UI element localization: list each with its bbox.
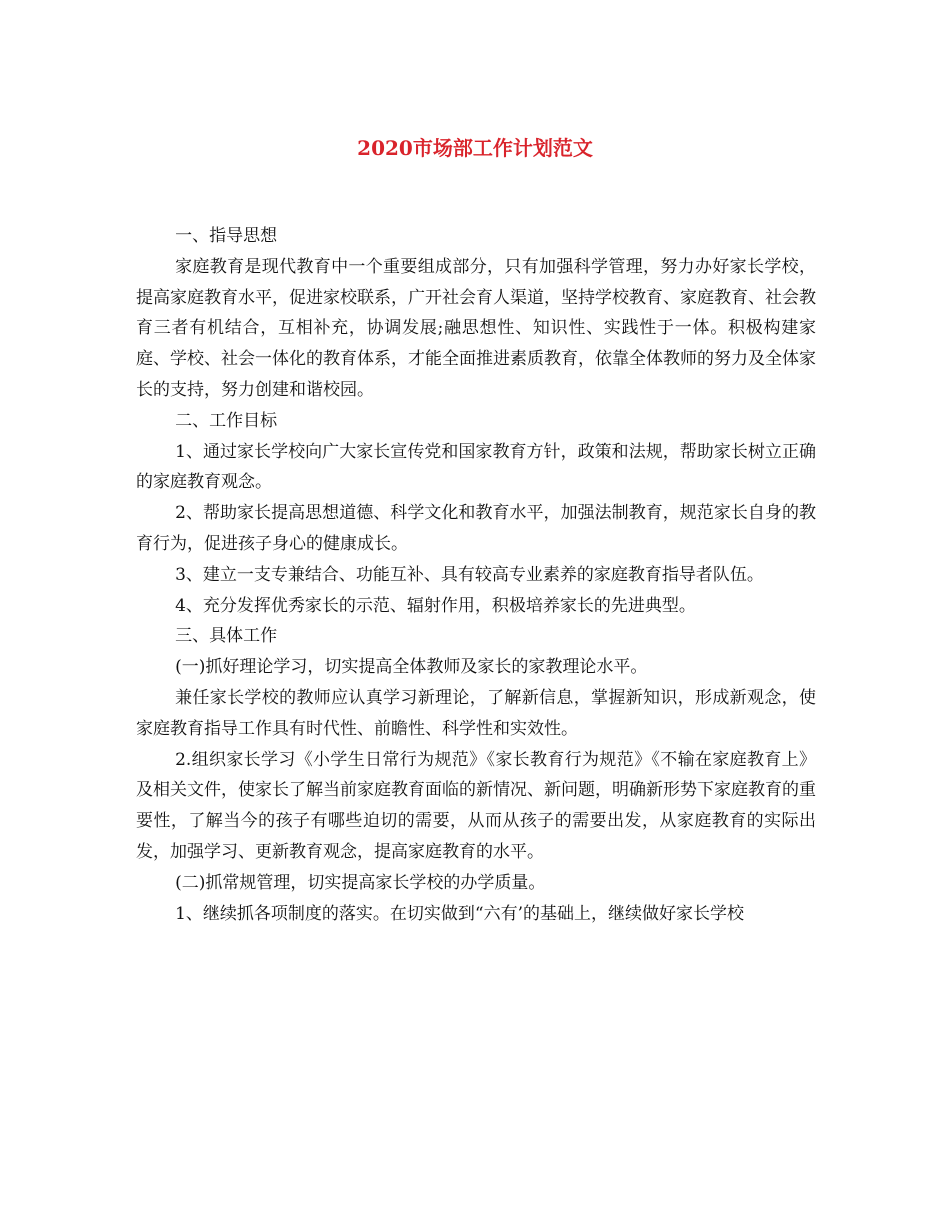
paragraph-guiding-ideology: 家庭教育是现代教育中一个重要组成部分，只有加强科学管理，努力办好家长学校，提高家庭教育水平，促进家校联系，广开社会育人渠道，坚持学校教育、家庭教育、社会教育三者有机结合，互相补充，协调发展;融思想性、知识性、实践性于一体。积极构建家庭、学校、社会一体化的教育体系，才能全面推进素质教育，依靠全体教师的努力及全体家长的支持，努力创建和谐校园。 bbox=[136, 256, 816, 400]
paragraph-teacher-study: 兼任家长学校的教师应认真学习新理论，了解新信息，掌握新知识，形成新观念，使家庭教育指导工作具有时代性、前瞻性、科学性和实效性。 bbox=[136, 687, 816, 739]
subheading-theory-study: (一)抓好理论学习，切实提高全体教师及家长的家教理论水平。 bbox=[175, 657, 648, 678]
goal-item-2: 2、帮助家长提高思想道德、科学文化和教育水平，加强法制教育，规范家长自身的教育行为，促进孩子身心的健康成长。 bbox=[136, 503, 816, 554]
paragraph-parent-study: 2.组织家长学习《小学生日常行为规范》《家长教育行为规范》《不输在家庭教育上》及相关文件，使家长了解当前家庭教育面临的新情况、新问题，明确新形势下家庭教育的重要性，了解当今的孩子有哪些迫切的需要，从而从孩子的需要出发，从家庭教育的实际出发，加强学习、更新教育观念，提高家庭教育的水平。 bbox=[136, 749, 816, 862]
goal-item-1: 1、通过家长学校向广大家长宣传党和国家教育方针，政策和法规，帮助家长树立正确的家庭教育观念。 bbox=[136, 441, 816, 493]
goal-item-4: 4、充分发挥优秀家长的示范、辐射作用，积极培养家长的先进典型。 bbox=[175, 595, 696, 616]
goal-item-3: 3、建立一支专兼结合、功能互补、具有较高专业素养的家庭教育指导者队伍。 bbox=[175, 564, 764, 585]
paragraph-system-implementation: 1、继续抓各项制度的落实。在切实做到“六有’的基础上，继续做好家长学校 bbox=[175, 903, 745, 924]
document-title: 2020市场部工作计划范文 bbox=[357, 136, 593, 160]
heading-specific-work: 三、具体工作 bbox=[175, 626, 278, 647]
heading-work-goals: 二、工作目标 bbox=[175, 410, 278, 431]
heading-guiding-ideology: 一、指导思想 bbox=[175, 226, 278, 246]
subheading-routine-management: (二)抓常规管理，切实提高家长学校的办学质量。 bbox=[175, 872, 546, 893]
document-body bbox=[136, 221, 816, 929]
